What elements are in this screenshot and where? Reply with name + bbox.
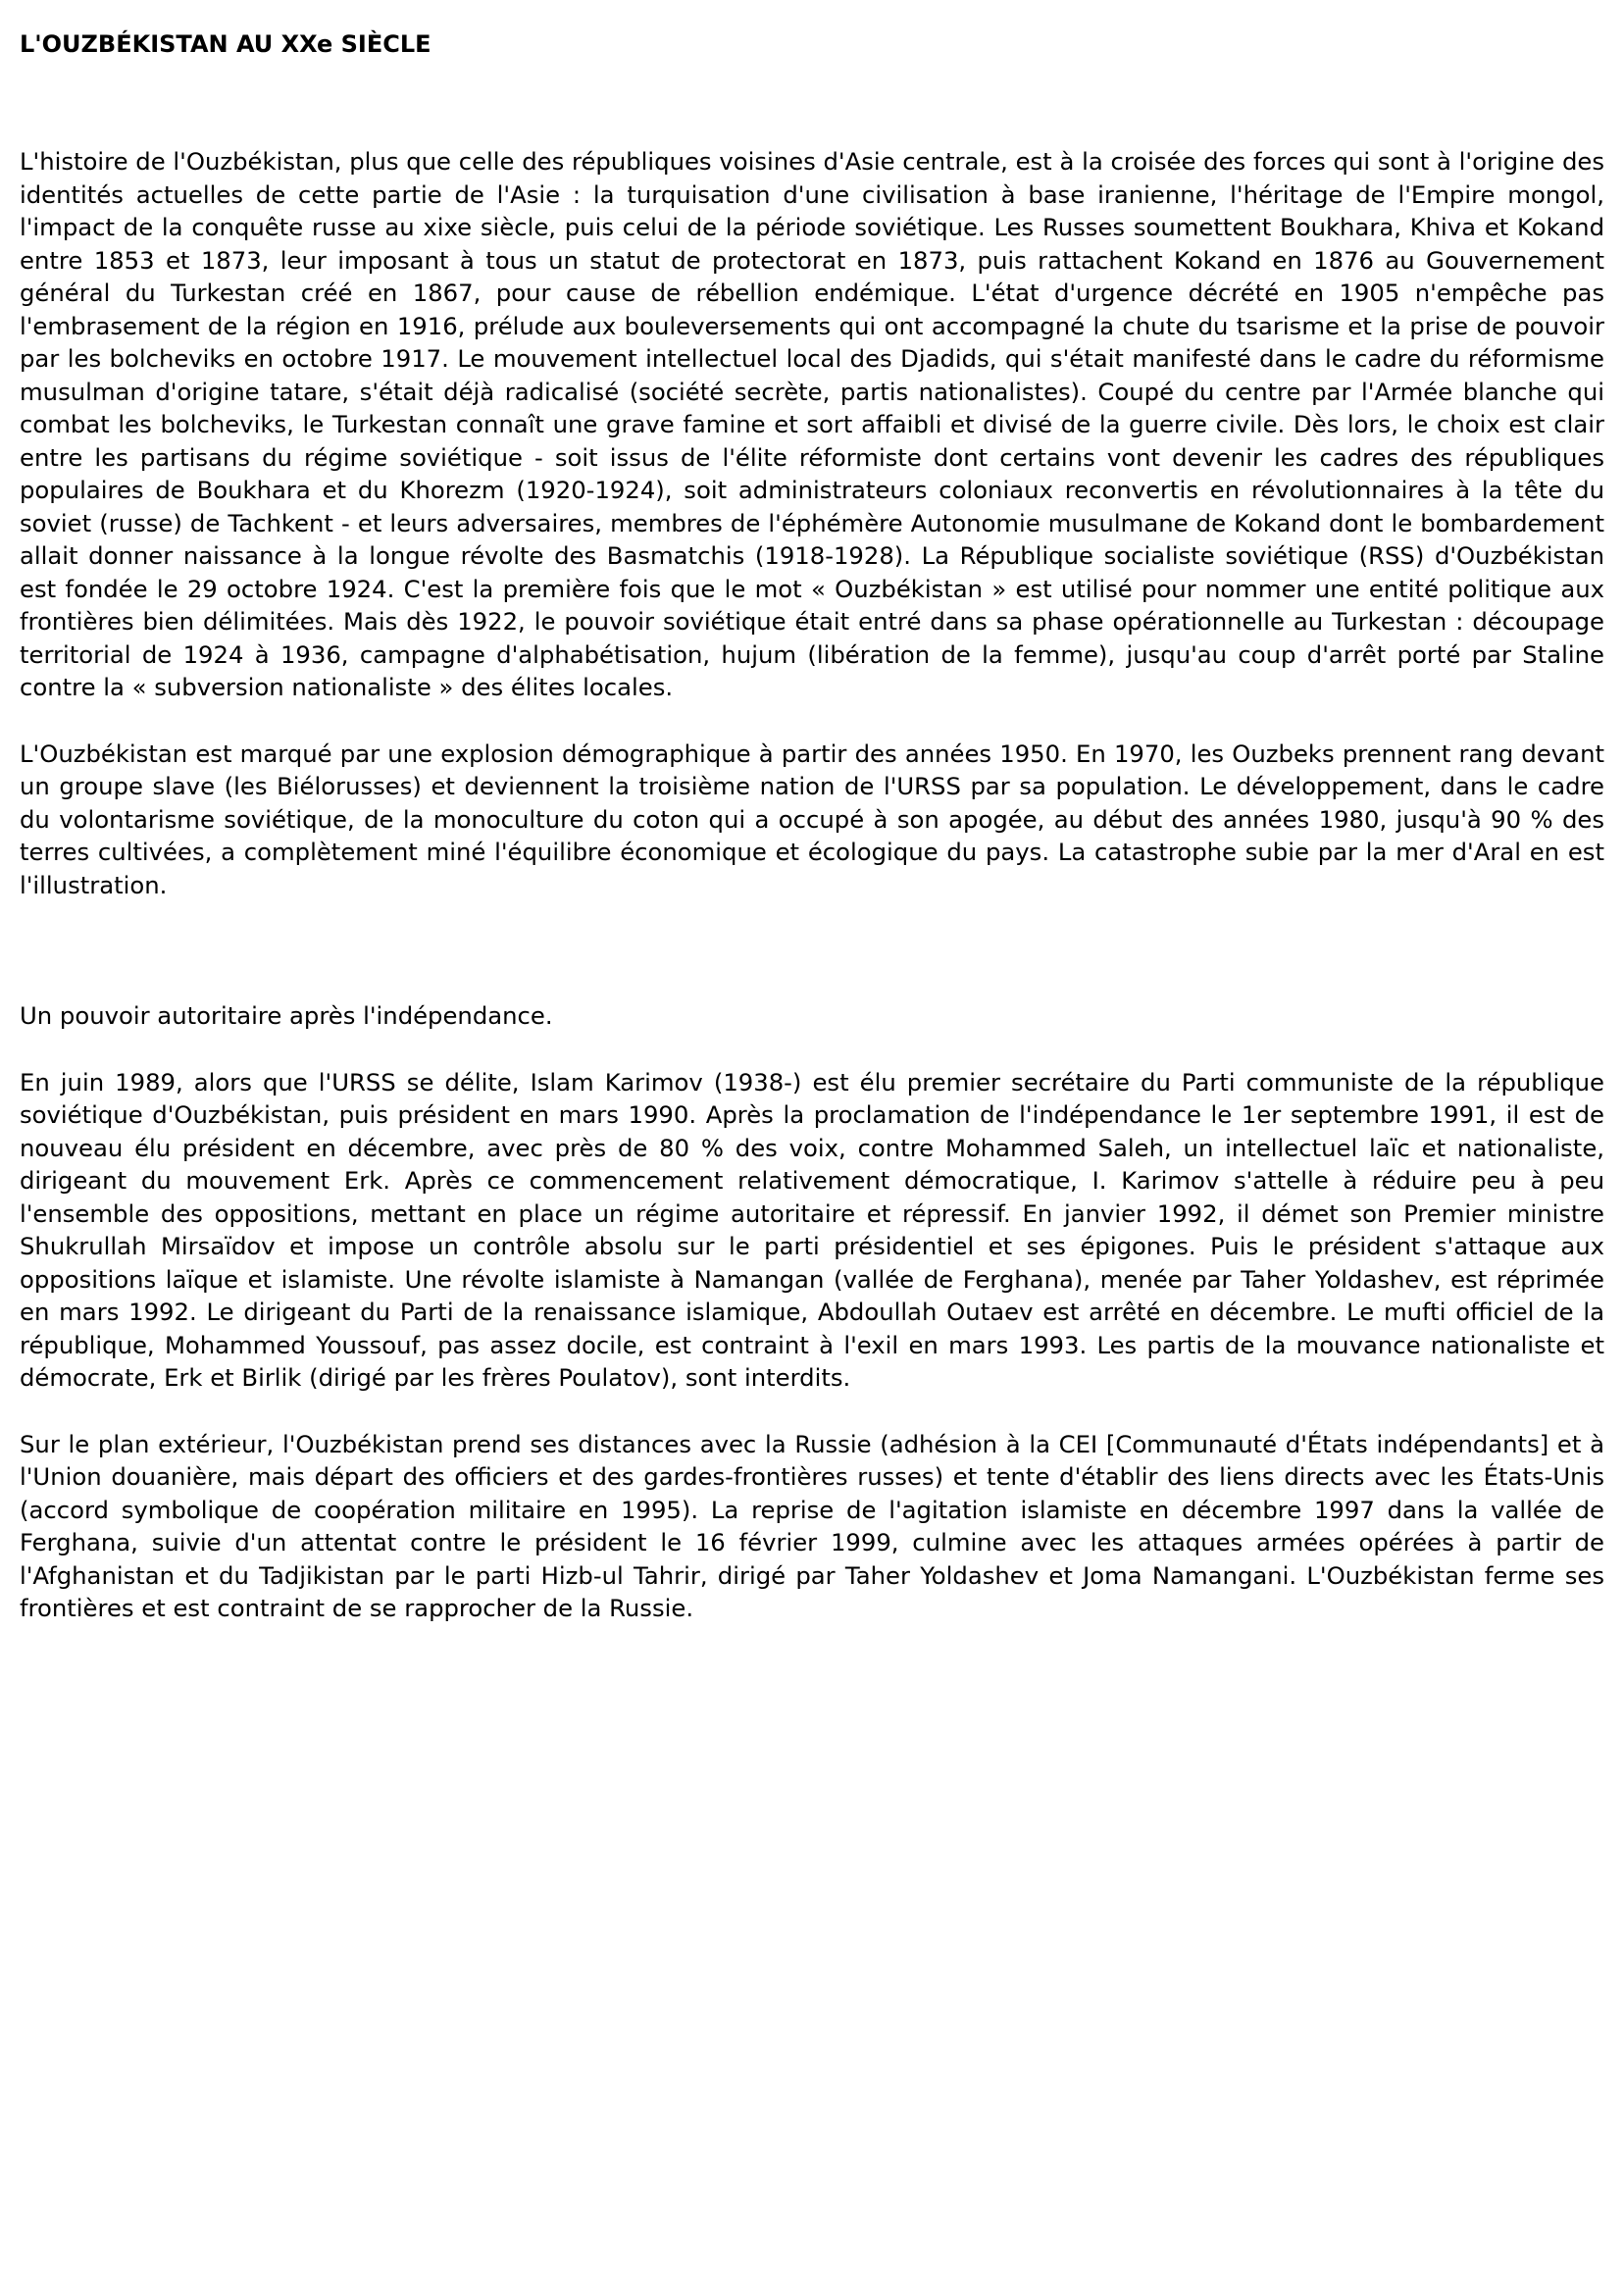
paragraph-history: L'histoire de l'Ouzbékistan, plus que celle des républiques voisines d'Asie centrale, est à la croisée des forces qui sont à l'origine des identités actuelles de cette partie de l'Asie : la turquisation d'une civilisation à base iranienne, l'héritage de l'Empire mongol, l'impact de la conquête russe au xixe siècle, puis celui de la période soviétique. Les Russes soumettent Boukhara, Khiva et Kokand entre 1853 et 1873, leur imposant à tous un statut de protectorat en 1873, puis rattachent Kokand en 1876 au Gouvernement général du Turkestan créé en 1867, pour cause de rébellion endémique. L'état d'urgence décrété en 1905 n'empêche pas l'embrasement de la région en 1916, prélude aux bouleversements qui ont accompagné la chute du tsarisme et la prise de pouvoir par les bolcheviks en octobre 1917. Le mouvement intellectuel local des Djadids, qui s'était manifesté dans le cadre du réformisme musulman d'origine tatare, s'était déjà radicalisé (société secrète, partis nationalistes). Coupé du centre par l'Armée blanche qui combat les bolcheviks, le Turkestan connaît une grave famine et sort affaibli et divisé de la guerre civile. Dès lors, le choix est clair entre les partisans du régime soviétique - soit issus de l'élite réformiste dont certains vont devenir les cadres des républiques populaires de Boukhara et du Khorezm (1920-1924), soit administrateurs coloniaux reconvertis en révolutionnaires à la tête du soviet (russe) de Tachkent - et leurs adversaires, membres de l'éphémère Autonomie musulmane de Kokand dont le bombardement allait donner naissance à la longue révolte des Basmatchis (1918-1928). La République socialiste soviétique (RSS) d'Ouzbékistan est fondée le 29 octobre 1924. C'est la première fois que le mot « Ouzbékistan » est utilisé pour nommer une entité politique aux frontières bien délimitées. Mais dès 1922, le pouvoir soviétique était entré dans sa phase opérationnelle au Turkestan : découpage territorial de 1924 à 1936, campagne d'alphabétisation, hujum (libération de la femme), jusqu'au coup d'arrêt porté par Staline contre la « subversion nationaliste » des élites locales.	[20, 147, 1604, 701]
paragraph-foreign-policy: Sur le plan extérieur, l'Ouzbékistan prend ses distances avec la Russie (adhésion à la CEI [Communauté d'États indépendants] et à l'Union douanière, mais départ des officiers et des gardes-frontières russes) et tente d'établir des liens directs avec les États-Unis (accord symbolique de coopération militaire en 1995). La reprise de l'agitation islamiste en décembre 1997 dans la vallée de Ferghana, suivie d'un attentat contre le président le 16 février 1999, culmine avec les attaques armées opérées à partir de l'Afghanistan et du Tadjikistan par le parti Hizb-ul Tahrir, dirigé par Taher Yoldashev et Joma Namangani. L'Ouzbékistan ferme ses frontières et est contraint de se rapprocher de la Russie.	[20, 1429, 1604, 1622]
document-page	[20, 27, 1604, 1625]
paragraph-independence: En juin 1989, alors que l'URSS se délite, Islam Karimov (1938-) est élu premier secrétaire du Parti communiste de la république soviétique d'Ouzbékistan, puis président en mars 1990. Après la proclamation de l'indépendance le 1er septembre 1991, il est de nouveau élu président en décembre, avec près de 80 % des voix, contre Mohammed Saleh, un intellectuel laïc et nationaliste, dirigeant du mouvement Erk. Après ce commencement relativement démocratique, I. Karimov s'attelle à réduire peu à peu l'ensemble des oppositions, mettant en place un régime autoritaire et répressif. En janvier 1992, il démet son Premier ministre Shukrullah Mirsaïdov et impose un contrôle absolu sur le parti présidentiel et ses épigones. Puis le président s'attaque aux oppositions laïque et islamiste. Une révolte islamiste à Namangan (vallée de Ferghana), menée par Taher Yoldashev, est réprimée en mars 1992. Le dirigeant du Parti de la renaissance islamique, Abdoullah Outaev est arrêté en décembre. Le mufti officiel de la république, Mohammed Youssouf, pas assez docile, est contraint à l'exil en mars 1993. Les partis de la mouvance nationaliste et démocrate, Erk et Birlik (dirigé par les frères Poulatov), sont interdits.	[20, 1067, 1604, 1392]
section-heading: Un pouvoir autoritaire après l'indépendance.	[20, 1001, 553, 1030]
paragraph-demography: L'Ouzbékistan est marqué par une explosion démographique à partir des années 1950. En 1970, les Ouzbeks prennent rang devant un groupe slave (les Biélorusses) et deviennent la troisième nation de l'URSS par sa population. Le développement, dans le cadre du volontarisme soviétique, de la monoculture du coton qui a occupé à son apogée, au début des années 1980, jusqu'à 90 % des terres cultivées, a complètement miné l'équilibre économique et écologique du pays. La catastrophe subie par la mer d'Aral en est l'illustration.	[20, 739, 1604, 899]
document-title: L'OUZBÉKISTAN AU XXe SIÈCLE	[20, 30, 431, 58]
